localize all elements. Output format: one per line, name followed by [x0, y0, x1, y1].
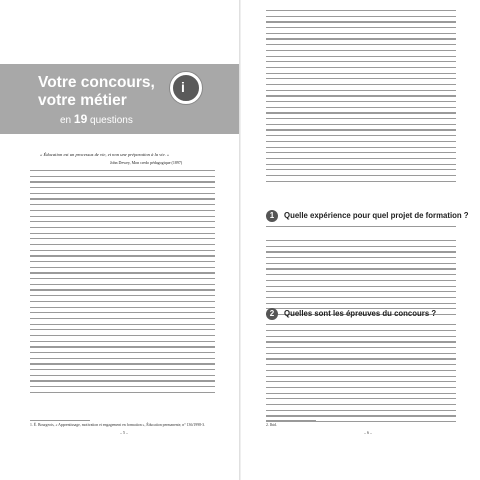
body-text-bottom	[266, 330, 456, 427]
body-text	[30, 170, 215, 398]
chapter-subtitle	[60, 112, 133, 126]
section-number-badge: 1	[266, 210, 278, 222]
epigraph-quote: « Éducation est un processus de vie, et non une préparation à la vie. »	[40, 152, 170, 157]
epigraph-source: John Dewey, Mon credo pédagogique (1897)	[110, 160, 183, 165]
person-info-icon: i	[170, 72, 202, 104]
page-number: – 5 –	[120, 430, 128, 435]
section-divider	[266, 324, 456, 325]
subtitle-number: 19	[73, 112, 88, 126]
body-text-top	[266, 10, 456, 186]
section-divider	[266, 226, 456, 227]
body-text-middle	[266, 240, 456, 320]
footnote: 1. É. Bourgeois, « Apprentissage, motivation et engagement en formation », Éducation permanente, n° 136/1998-3.	[30, 423, 206, 427]
subtitle-suffix: questions	[90, 115, 133, 126]
section-number-badge: 2	[266, 308, 278, 320]
subtitle-prefix: en	[60, 115, 72, 126]
section-heading: Quelle expérience pour quel projet de formation ?	[284, 211, 469, 220]
page-number: – 6 –	[364, 430, 372, 435]
footnote-divider	[266, 420, 316, 421]
footnote-divider	[30, 420, 90, 421]
chapter-title: Votre concours, votre métier	[38, 74, 155, 109]
section-heading: Quelles sont les épreuves du concours ?	[284, 309, 437, 318]
footnote: 2. Ibid.	[266, 423, 277, 427]
